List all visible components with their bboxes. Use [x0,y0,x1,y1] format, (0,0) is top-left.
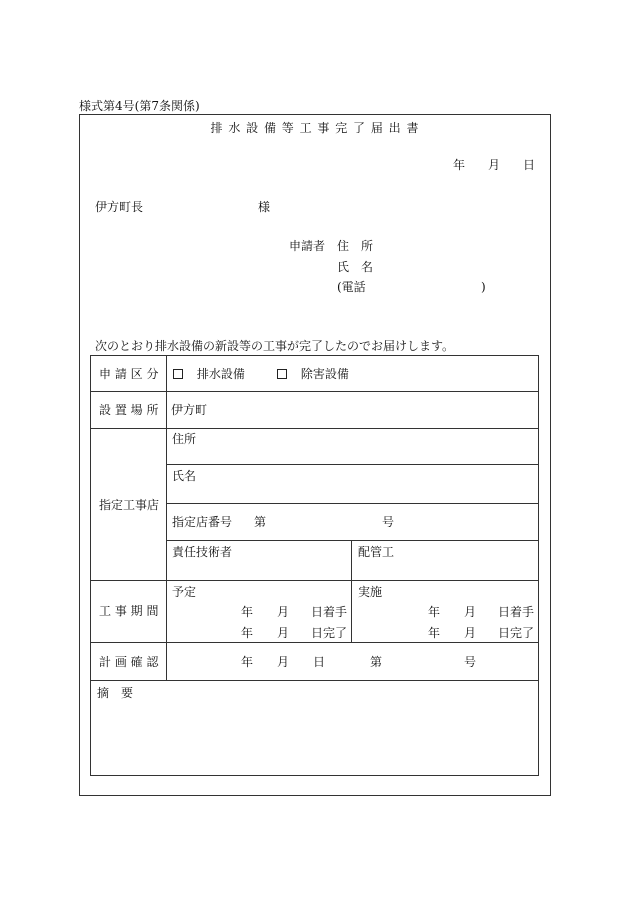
planned-end-day: 日完了 [311,626,348,640]
remarks-label: 摘 要 [97,686,134,700]
row-divider [166,503,539,504]
contractor-address-label: 住所 [172,432,197,446]
store-number-go: 号 [382,515,395,529]
planned-start-year: 年 [241,605,254,619]
store-number-label: 指定店番号 [172,515,233,529]
addressee-suffix: 様 [258,200,271,214]
plumber-label: 配管工 [358,545,395,559]
date-month-label: 月 [488,158,501,172]
date-year-label: 年 [453,158,466,172]
option-drainage-label: 排水設備 [196,367,245,381]
actual-end-month: 月 [464,626,477,640]
planned-end-month: 月 [277,626,290,640]
row-divider [166,540,539,541]
engineer-label: 責任技術者 [172,545,233,559]
applicant-address-label: 住 所 [337,239,374,253]
plan-day: 日 [313,655,326,669]
applicant-phone-close: ) [481,280,486,294]
period-label: 工 事 期 間 [99,604,159,618]
intro-text: 次のとおり排水設備の新設等の工事が完了したのでお届けします。 [95,339,455,353]
planned-start-month: 月 [277,605,290,619]
form-number: 様式第4号(第7条関係) [79,99,200,113]
contractor-name-label: 氏名 [172,469,197,483]
plan-year: 年 [241,655,254,669]
contractor-label: 指定工事店 [99,498,160,512]
actual-start-year: 年 [428,605,441,619]
period-actual-label: 実施 [358,585,383,599]
applicant-name-label: 氏 名 [337,260,374,274]
row-divider [166,464,539,465]
details-table [90,355,539,776]
column-divider [166,355,167,680]
plan-dai: 第 [370,655,383,669]
planned-start-day: 日着手 [311,605,348,619]
period-planned-label: 予定 [172,585,197,599]
actual-end-day: 日完了 [498,626,535,640]
request-type-option-abatement[interactable] [277,367,349,381]
store-number-dai: 第 [254,515,267,529]
plan-label: 計 画 確 認 [99,655,159,669]
column-divider [351,540,352,642]
actual-start-month: 月 [464,605,477,619]
request-type-label: 申 請 区 分 [99,367,159,381]
row-divider [90,580,539,581]
location-label: 設 置 場 所 [99,403,159,417]
option-abatement-label: 除害設備 [300,367,349,381]
plan-go: 号 [464,655,477,669]
actual-end-year: 年 [428,626,441,640]
addressee-name: 伊方町長 [95,200,144,214]
planned-end-year: 年 [241,626,254,640]
row-divider [90,391,539,392]
applicant-phone-open: (電話 [337,280,366,294]
form-title: 排 水 設 備 等 工 事 完 了 届 出 書 [210,121,420,135]
actual-start-day: 日着手 [498,605,535,619]
row-divider [90,680,539,681]
checkbox-icon[interactable] [277,369,287,379]
request-type-option-drainage[interactable] [173,367,245,381]
location-value: 伊方町 [171,403,208,417]
row-divider [90,642,539,643]
row-divider [90,428,539,429]
date-day-label: 日 [523,158,536,172]
plan-month: 月 [277,655,290,669]
applicant-label: 申請者 [289,239,326,253]
checkbox-icon[interactable] [173,369,183,379]
